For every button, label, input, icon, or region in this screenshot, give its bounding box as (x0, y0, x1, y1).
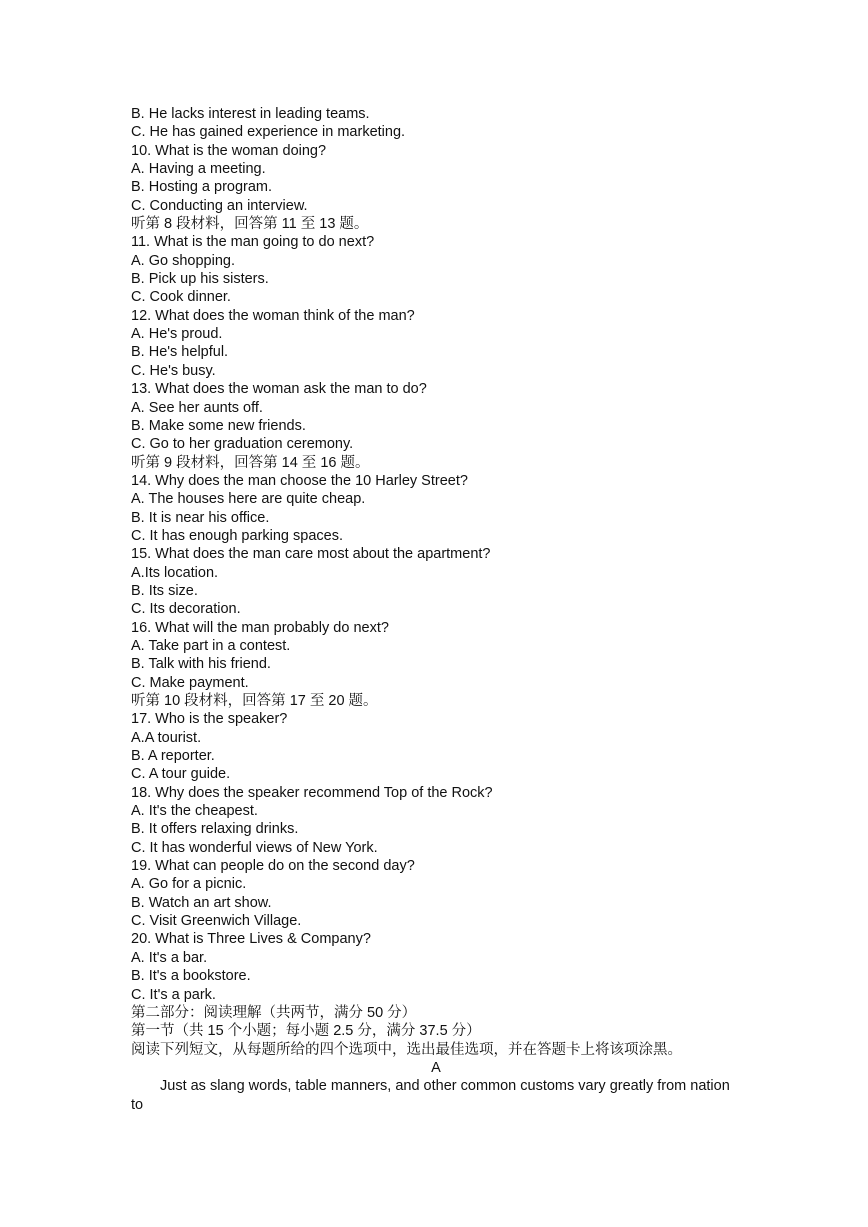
option-line: B. It's a bookstore. (131, 968, 251, 985)
option-line: A.Its location. (131, 564, 219, 581)
option-line: B. It offers relaxing drinks. (131, 821, 299, 838)
question-17: 17. Who is the speaker? (131, 711, 288, 728)
option-line: B. Talk with his friend. (131, 656, 271, 673)
option-line: A. He's proud. (131, 326, 223, 343)
option-line: A. See her aunts off. (131, 399, 263, 416)
option-line: B. Make some new friends. (131, 417, 306, 434)
option-line: B. Its size. (131, 582, 198, 599)
option-line: B. Hosting a program. (131, 179, 273, 196)
option-line: C. Cook dinner. (131, 289, 231, 306)
option-line: C. Visit Greenwich Village. (131, 913, 302, 930)
question-15: 15. What does the man care most about the apartment? (131, 546, 491, 563)
option-line: B. Watch an art show. (131, 894, 272, 911)
section-instruction: 听第 8 段材料，回答第 11 至 13 题。 (131, 216, 369, 233)
section-instruction: 听第 10 段材料，回答第 17 至 20 题。 (131, 693, 378, 709)
option-line: B. A reporter. (131, 748, 215, 765)
question-11: 11. What is the man going to do next? (131, 234, 375, 251)
question-16: 16. What will the man probably do next? (131, 619, 389, 636)
passage-letter: A (431, 1059, 441, 1076)
text-line: C. He has gained experience in marketing. (131, 124, 406, 141)
option-line: A. The houses here are quite cheap. (131, 491, 366, 508)
option-line: A. It's the cheapest. (131, 803, 258, 820)
document-page (131, 105, 741, 1114)
option-line: B. It is near his office. (131, 509, 270, 526)
option-line: A. It's a bar. (131, 949, 208, 966)
option-line: C. It's a park. (131, 986, 216, 1003)
option-line: C. Go to her graduation ceremony. (131, 436, 354, 453)
passage-text: Just as slang words, table manners, and other common customs vary greatly from nation to (131, 1078, 730, 1113)
question-14: 14. Why does the man choose the 10 Harley Street? (131, 472, 468, 489)
option-line: C. It has enough parking spaces. (131, 527, 343, 544)
option-line: C. Conducting an interview. (131, 197, 308, 214)
option-line: A.A tourist. (131, 729, 202, 746)
option-line: C. A tour guide. (131, 766, 231, 783)
option-line: C. He's busy. (131, 362, 216, 379)
question-12: 12. What does the woman think of the man? (131, 307, 415, 324)
section-instruction: 听第 9 段材料，回答第 14 至 16 题。 (131, 454, 370, 471)
option-line: B. Pick up his sisters. (131, 271, 269, 288)
section-heading: 第一节（共 15 个小题；每小题 2.5 分，满分 37.5 分） (131, 1023, 481, 1040)
option-line: A. Go for a picnic. (131, 876, 247, 893)
question-13: 13. What does the woman ask the man to do? (131, 381, 427, 398)
question-18: 18. Why does the speaker recommend Top of the Rock? (131, 784, 493, 801)
option-line: A. Go shopping. (131, 252, 235, 269)
text-line: B. He lacks interest in leading teams. (131, 106, 370, 122)
question-20: 20. What is Three Lives & Company? (131, 931, 371, 948)
reading-instruction: 阅读下列短文，从每题所给的四个选项中，选出最佳选项，并在答题卡上将该项涂黑。 (131, 1041, 682, 1058)
option-line: A. Having a meeting. (131, 161, 266, 178)
option-line: B. He's helpful. (131, 344, 229, 361)
option-line: C. It has wonderful views of New York. (131, 839, 378, 856)
option-line: C. Make payment. (131, 674, 249, 691)
option-line: A. Take part in a contest. (131, 637, 291, 654)
part-heading: 第二部分：阅读理解（共两节，满分 50 分） (131, 1004, 417, 1021)
option-line: C. Its decoration. (131, 601, 241, 618)
question-19: 19. What can people do on the second day? (131, 858, 415, 875)
question-10: 10. What is the woman doing? (131, 142, 327, 159)
